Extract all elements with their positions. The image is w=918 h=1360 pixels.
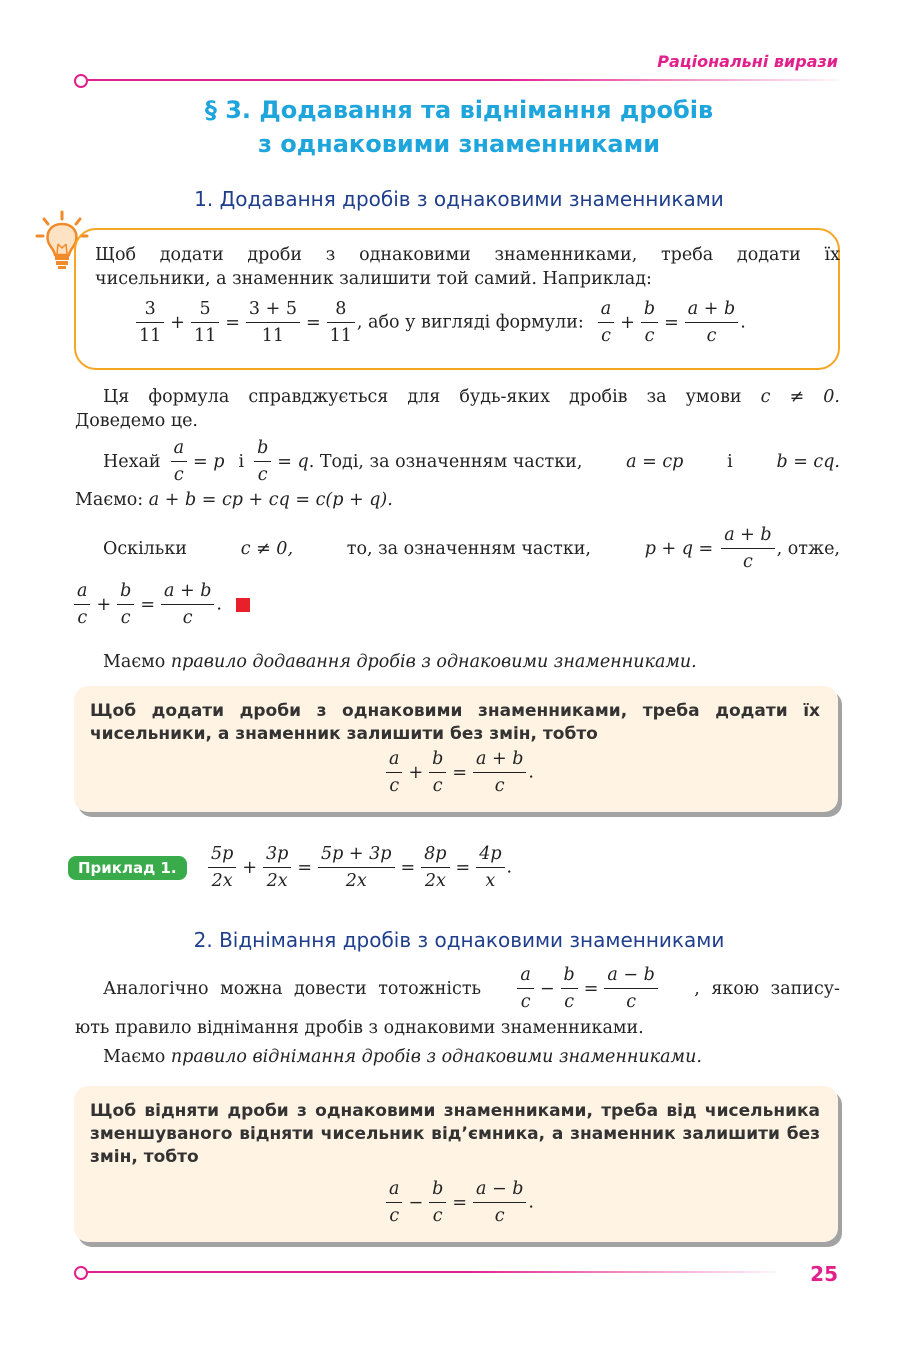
fraction: $\frac{3p}{2x}$	[263, 841, 291, 894]
fraction: $\frac{a}{c}$	[598, 296, 614, 349]
fraction: $\frac{a - b}{c}$	[604, 962, 657, 1015]
fraction: $\frac{b}{c}$	[429, 1176, 446, 1229]
definition-text-line1: Щоб додати дроби з однаковими знаменниками, треба додати їх	[95, 245, 840, 265]
rule-intro-addition: Маємо правило додавання дробів з однаковими знаменниками.	[103, 652, 697, 672]
footer-rule	[86, 1271, 776, 1273]
section2-heading: 2. Віднімання дробів з однаковими знаменниками	[193, 928, 725, 952]
fraction: $\frac{a}{c}$	[74, 578, 90, 631]
fraction: $\frac{4p}{x}$	[476, 841, 504, 894]
header-rule-dot	[74, 74, 88, 88]
fraction: $\frac{5}{11}$	[191, 296, 219, 349]
page-number: 25	[810, 1262, 838, 1286]
example-badge: Приклад 1.	[68, 856, 187, 880]
fraction: $\frac{3 + 5}{11}$	[246, 296, 300, 349]
rule-box-addition-text: Щоб додати дроби з однаковими знаменниками, треба додати їх чисельники, а знаменник залишити без змін, тобто	[90, 701, 820, 744]
rule-box-subtraction-text: Щоб відняти дроби з однаковими знаменниками, треба від чисельника зменшуваного відняти чисельник від’ємника, а знаменник залишити без змін, тобто	[90, 1101, 820, 1167]
fraction: $\frac{a}{c}$	[386, 1176, 402, 1229]
fraction: $\frac{5p + 3p}{2x}$	[318, 841, 394, 894]
page-title-line2: з однаковими знаменниками	[257, 130, 661, 158]
fraction: $\frac{b}{c}$	[561, 962, 578, 1015]
example1-expression: $\frac{5p}{2x}$ + $\frac{3p}{2x}$ = $\frac{5p + 3p}{2x}$ = $\frac{8p}{2x}$ = $\frac{4p}{x}$ .	[206, 841, 806, 894]
paragraph-analogous-line2: ють правило віднімання дробів з однаковими знаменниками.	[75, 1018, 644, 1038]
paragraph-since: Оскільки c ≠ 0, то, за означенням частки, p + q = $\frac{a + b}{c}$ , отже,	[103, 522, 840, 575]
running-head: Раціональні вирази	[657, 52, 838, 71]
definition-example: $\frac{3}{11}$ + $\frac{5}{11}$ = $\frac{3 + 5}{11}$ = $\frac{8}{11}$ , або у вигляді формули: $\frac{a}{c}$ + $\frac{b}{c}$ = $\frac{a + b}{c}$ .	[134, 296, 834, 349]
rule-box-subtraction-formula: $\frac{a}{c}$ − $\frac{b}{c}$ = $\frac{a - b}{c}$ .	[384, 1176, 534, 1229]
proof-conclusion: $\frac{a}{c}$ + $\frac{b}{c}$ = $\frac{a + b}{c}$ .	[72, 578, 837, 631]
rule-box-subtraction	[74, 1086, 838, 1242]
definition-text-line2: чисельники, а знаменник залишити той самий. Наприклад:	[95, 269, 652, 289]
header-rule	[86, 79, 838, 81]
paragraph-analogous: Аналогічно можна довести тотожність $\frac{a}{c}$ − $\frac{b}{c}$ = $\frac{a - b}{c}$ , якою запису-	[103, 962, 840, 1015]
fraction: $\frac{a + b}{c}$	[721, 522, 774, 575]
page-title-line1: § 3. Додавання та віднімання дробів	[204, 96, 714, 124]
fraction: $\frac{b}{c}$	[641, 296, 658, 349]
paragraph-let: Нехай $\frac{a}{c}$ = p і $\frac{b}{c}$ = q . Тоді, за означенням частки, a = cp і b = cq.	[103, 435, 840, 488]
fraction: $\frac{8}{11}$	[327, 296, 355, 349]
fraction: $\frac{a}{c}$	[386, 746, 402, 799]
paragraph-prove: Доведемо це.	[75, 411, 198, 431]
fraction: $\frac{a + b}{c}$	[685, 296, 738, 349]
section1-heading: 1. Додавання дробів з однаковими знаменниками	[194, 187, 724, 211]
fraction: $\frac{a - b}{c}$	[473, 1176, 526, 1229]
rule-intro-subtraction: Маємо правило віднімання дробів з однаковими знаменниками.	[103, 1047, 702, 1067]
fraction: $\frac{b}{c}$	[254, 435, 271, 488]
paragraph-we-have: Маємо: a + b = cp + cq = c(p + q).	[75, 490, 393, 510]
fraction: $\frac{b}{c}$	[429, 746, 446, 799]
fraction: $\frac{b}{c}$	[117, 578, 134, 631]
fraction: $\frac{5p}{2x}$	[208, 841, 236, 894]
fraction: $\frac{8p}{2x}$	[421, 841, 449, 894]
red-square-icon	[236, 598, 250, 612]
rule-box-addition	[74, 686, 838, 812]
fraction: $\frac{3}{11}$	[136, 296, 164, 349]
paragraph-condition: Ця формула справджується для будь-яких дробів за умови c ≠ 0.	[103, 387, 840, 407]
fraction: $\frac{a}{c}$	[517, 962, 533, 1015]
rule-box-addition-formula: $\frac{a}{c}$ + $\frac{b}{c}$ = $\frac{a + b}{c}$ .	[384, 746, 534, 799]
fraction: $\frac{a + b}{c}$	[473, 746, 526, 799]
fraction: $\frac{a}{c}$	[171, 435, 187, 488]
footer-rule-dot	[74, 1266, 88, 1280]
fraction: $\frac{a + b}{c}$	[161, 578, 214, 631]
